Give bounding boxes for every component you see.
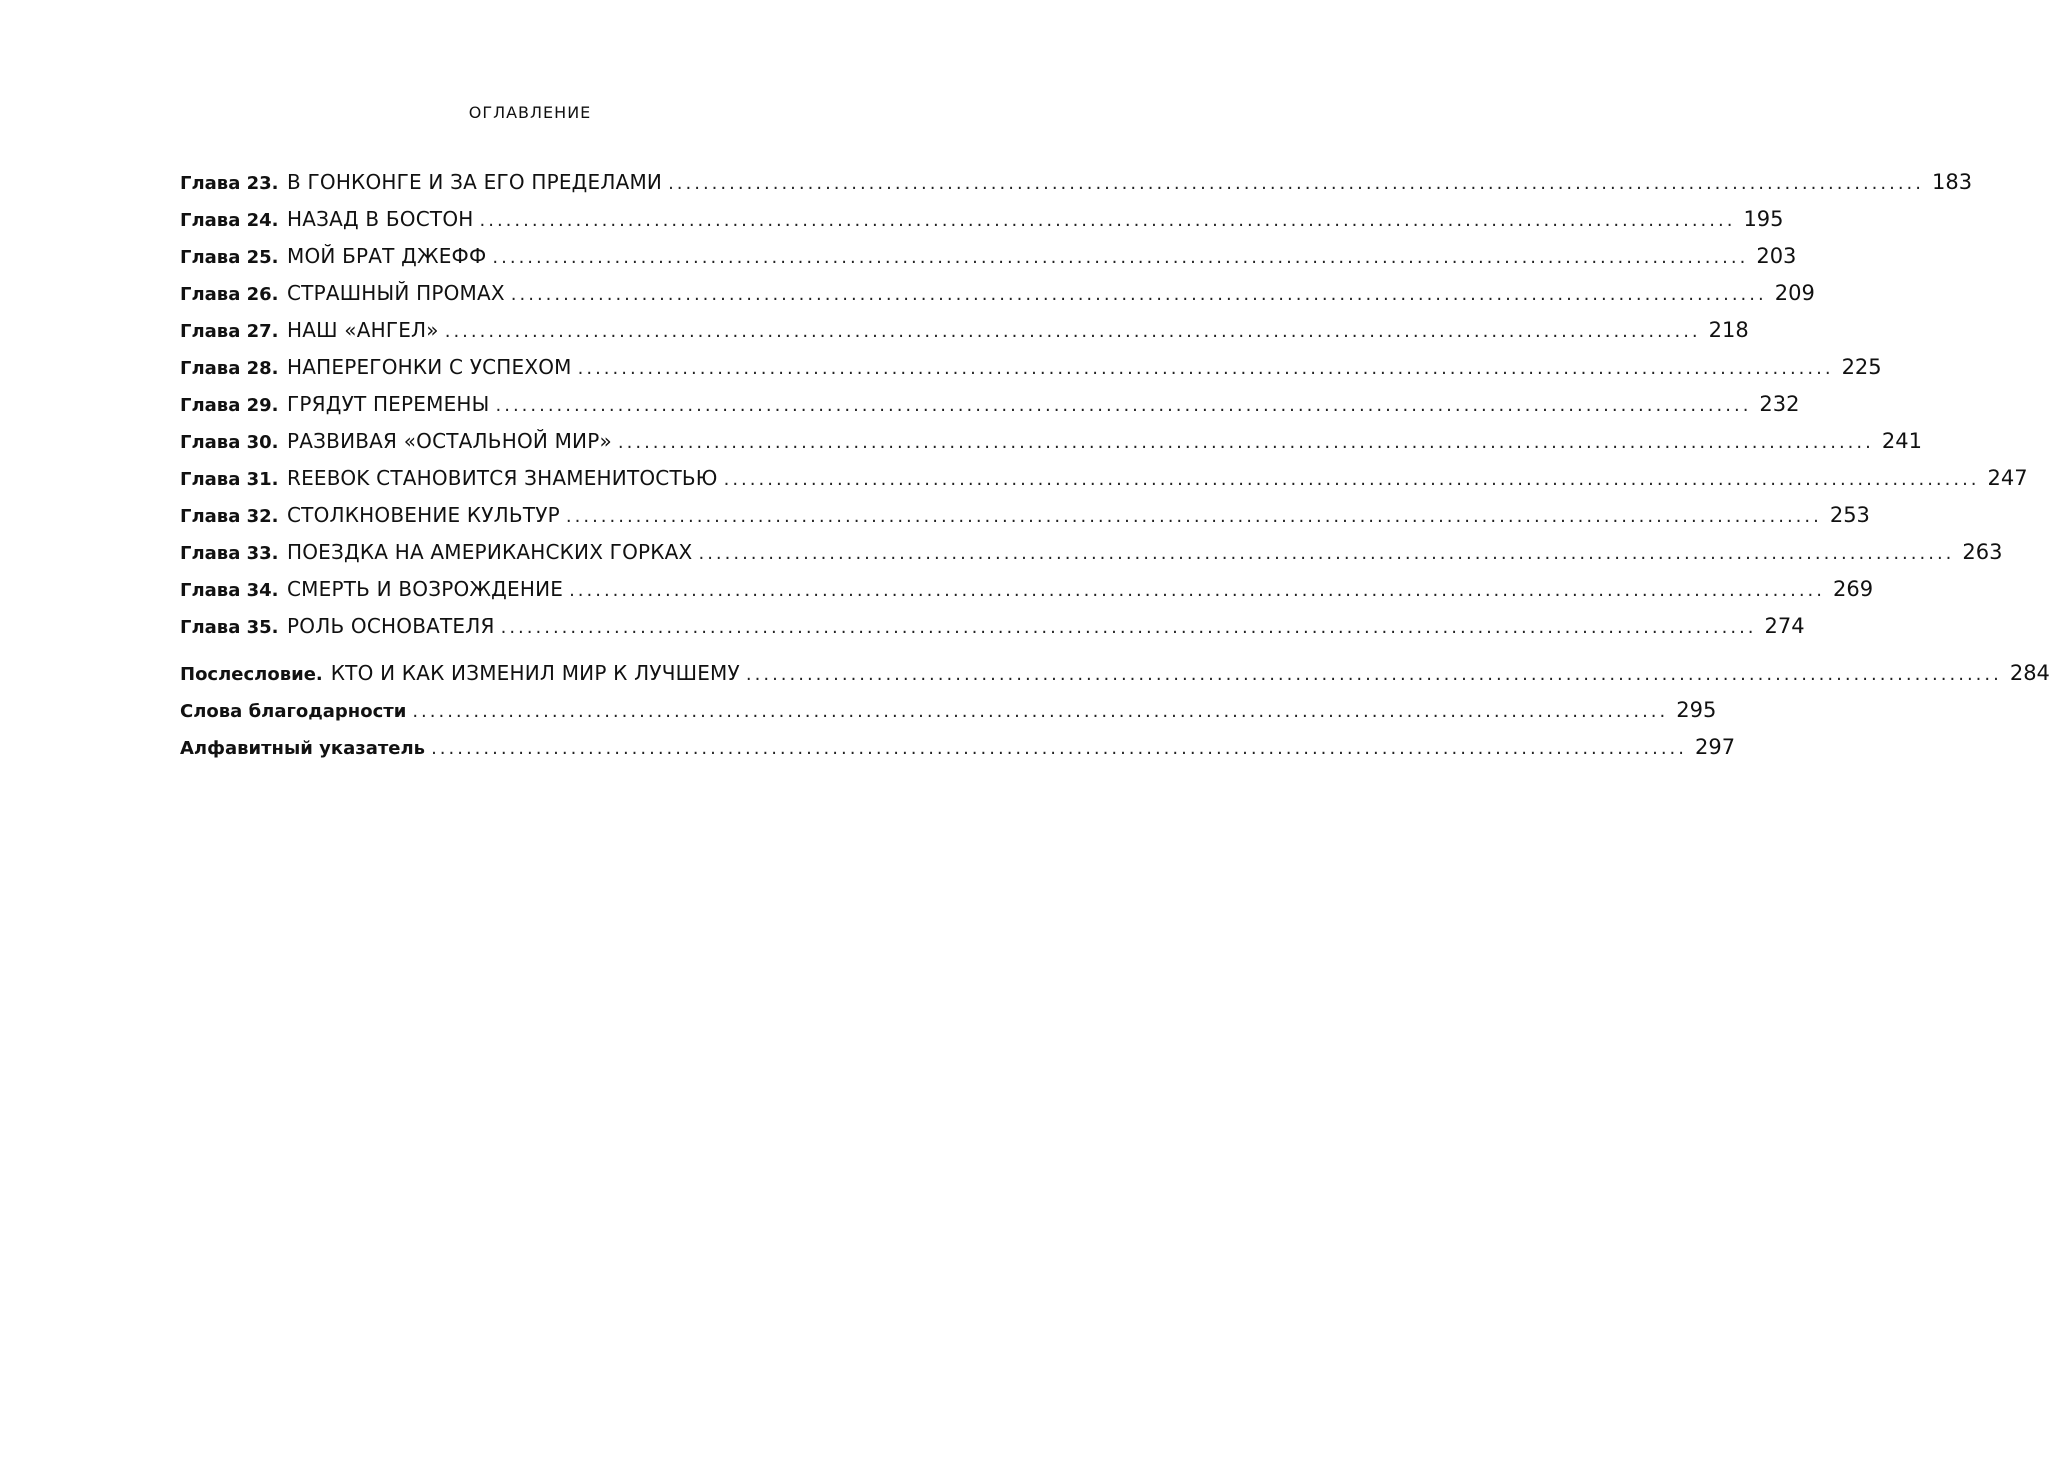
chapter-label: Глава 30. [180,432,279,453]
toc-entry-chapter-30[interactable] [180,429,1922,466]
page-number: 295 [1676,698,1717,722]
acknowledgments-label: Слова благодарности [180,701,407,722]
chapter-label: Глава 34. [180,580,279,601]
page-number: 284 [2009,661,2050,685]
toc-entry-chapter-34[interactable] [180,577,1874,614]
chapter-label: Глава 26. [180,284,279,305]
dot-leader [492,247,1748,268]
dot-leader [724,469,1980,490]
chapter-title: РАЗВИВАЯ «ОСТАЛЬНОЙ МИР» [287,429,612,453]
chapter-label: Глава 35. [180,617,279,638]
dot-leader [578,358,1834,379]
afterword-title: КТО И КАК ИЗМЕНИЛ МИР К ЛУЧШЕМУ [330,661,740,685]
chapter-title: ПОЕЗДКА НА АМЕРИКАНСКИХ ГОРКАХ [287,540,693,564]
page-number: 297 [1694,735,1736,759]
chapter-label: Глава 23. [180,173,279,194]
chapter-title: СТРАШНЫЙ ПРОМАХ [287,281,505,305]
dot-leader [496,395,1752,416]
chapter-label: Глава 25. [180,247,279,268]
dot-leader [698,543,1954,564]
page-number: 225 [1841,355,1882,379]
chapter-label: Глава 29. [180,395,279,416]
page-number: 209 [1774,281,1815,305]
toc-entry-chapter-32[interactable] [180,503,1870,540]
page-number: 269 [1832,577,1874,601]
toc-entry-chapter-31[interactable] [180,466,2028,503]
chapter-title: НАЗАД В БОСТОН [287,207,474,231]
section-gap [180,651,874,661]
chapter-title: МОЙ БРАТ ДЖЕФФ [287,244,487,268]
chapter-label: Глава 24. [180,210,279,231]
page-number: 183 [1932,170,1973,194]
toc-entry-chapter-33[interactable] [180,540,2003,577]
chapter-label: Глава 32. [180,506,279,527]
dot-leader [746,664,2002,685]
chapter-label: Глава 31. [180,469,279,490]
chapter-title: НАШ «АНГЕЛ» [287,318,439,342]
toc-entry-chapter-25[interactable] [180,244,1797,281]
page-number: 263 [1962,540,2003,564]
toc-entry-chapter-35[interactable] [180,614,1805,651]
page-number: 253 [1829,503,1870,527]
afterword-label: Послесловие. [180,664,323,685]
dot-leader [501,617,1757,638]
dot-leader [618,432,1874,453]
dot-leader [480,210,1736,231]
chapter-title: НАПЕРЕГОНКИ С УСПЕХОМ [287,355,572,379]
running-head: ОГЛАВЛЕНИЕ [468,103,592,122]
page-number: 247 [1987,466,2028,490]
toc-entry-index[interactable] [180,735,1736,772]
dot-leader [412,701,1668,722]
dot-leader [566,506,1822,527]
page-number: 195 [1743,207,1784,231]
toc-entry-chapter-27[interactable] [180,318,1749,355]
chapter-label: Глава 27. [180,321,279,342]
dot-leader [668,173,1924,194]
dot-leader [569,580,1825,601]
chapter-title: СТОЛКНОВЕНИЕ КУЛЬТУР [287,503,560,527]
page-number: 241 [1881,429,1922,453]
dot-leader [445,321,1701,342]
chapter-title: REEBOK СТАНОВИТСЯ ЗНАМЕНИТОСТЬЮ [287,466,718,490]
chapter-title: РОЛЬ ОСНОВАТЕЛЯ [287,614,495,638]
toc-entry-chapter-26[interactable] [180,281,1815,318]
toc-entry-chapter-29[interactable] [180,392,1800,429]
toc-entry-acknowledgments[interactable] [180,698,1717,735]
dot-leader [431,738,1687,759]
index-label: Алфавитный указатель [180,738,426,759]
page-number: 232 [1759,392,1800,416]
toc-entry-afterword[interactable] [180,661,2050,698]
toc-entry-chapter-24[interactable] [180,207,1784,244]
chapter-title: СМЕРТЬ И ВОЗРОЖДЕНИЕ [287,577,564,601]
chapter-label: Глава 33. [180,543,279,564]
toc-entry-chapter-23[interactable] [180,170,1973,207]
page-number: 218 [1708,318,1749,342]
page-number: 274 [1764,614,1805,638]
chapter-title: В ГОНКОНГЕ И ЗА ЕГО ПРЕДЕЛАМИ [287,170,663,194]
page-number: 203 [1756,244,1797,268]
table-of-contents [180,170,2050,772]
chapter-label: Глава 28. [180,358,279,379]
toc-entry-chapter-28[interactable] [180,355,1882,392]
dot-leader [511,284,1767,305]
chapter-title: ГРЯДУТ ПЕРЕМЕНЫ [287,392,490,416]
